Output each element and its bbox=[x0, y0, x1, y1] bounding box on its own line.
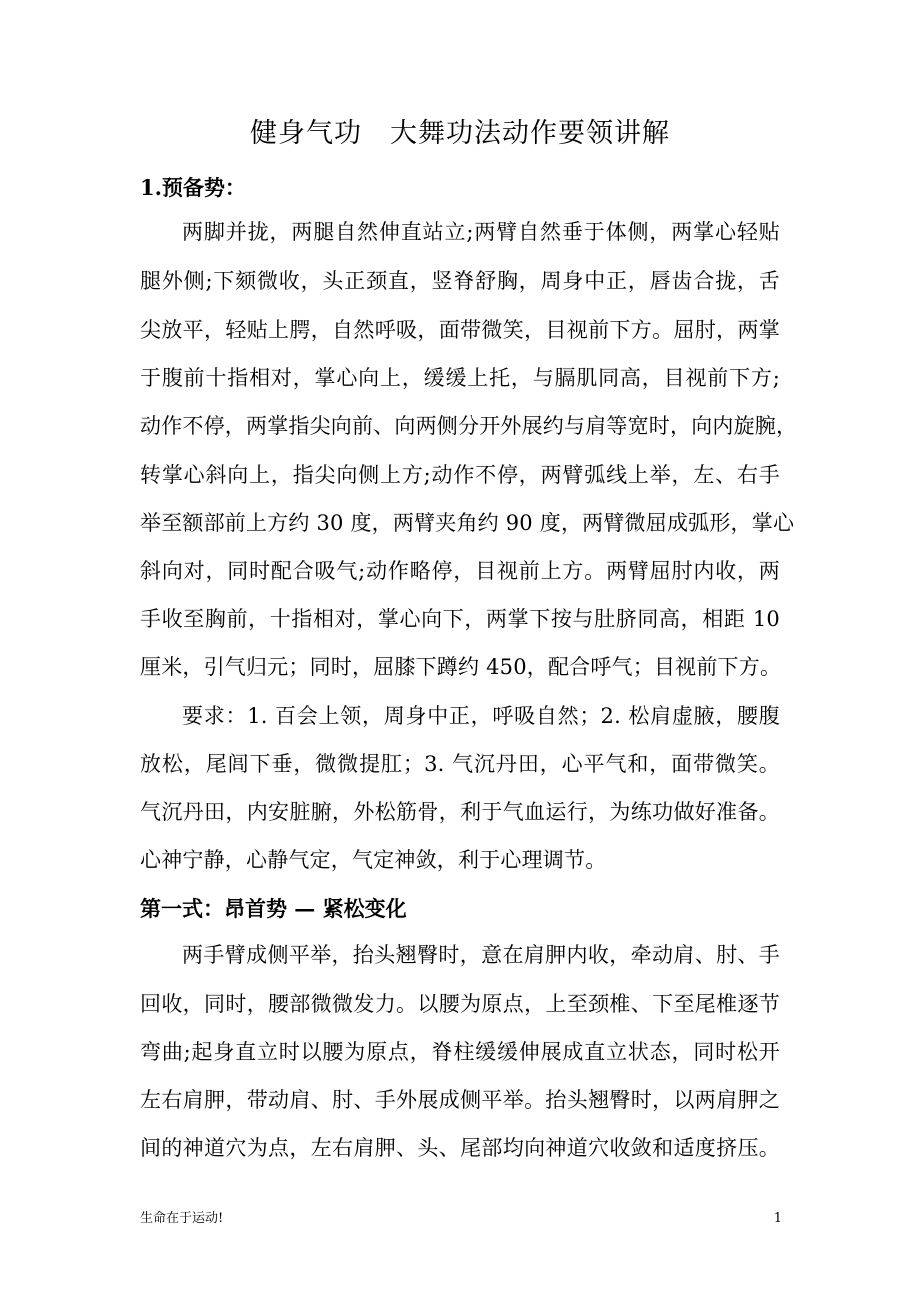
paragraph-line: 两脚并拢，两腿自然伸直站立;两臂自然垂于体侧，两掌心轻贴 bbox=[182, 220, 780, 244]
paragraph-line: 左右肩胛，带动肩、肘、手外展成侧平举。抬头翘臀时，以两肩胛之 bbox=[140, 1088, 780, 1112]
paragraph-line: 要求：1. 百会上领，周身中正，呼吸自然；2. 松肩虚腋，腰腹 bbox=[182, 704, 780, 728]
paragraph-line: 厘米，引气归元；同时，屈膝下蹲约 450，配合呼气；目视前下方。 bbox=[140, 655, 782, 679]
paragraph-line: 气沉丹田，内安脏腑，外松筋骨，利于气血运行，为练功做好准备。 bbox=[140, 800, 780, 824]
section-heading: 1.预备势： bbox=[140, 175, 246, 200]
paragraph-line: 腿外侧;下颏微收，头正颈直，竖脊舒胸，周身中正，唇齿合拢，舌 bbox=[140, 269, 780, 293]
footer-slogan: 生命在于运动! bbox=[140, 1211, 224, 1226]
paragraph-line: 放松，尾闾下垂，微微提肛；3. 气沉丹田，心平气和，面带微笑。 bbox=[140, 752, 780, 776]
paragraph-line: 回收，同时，腰部微微发力。以腰为原点，上至颈椎、下至尾椎逐节 bbox=[140, 992, 780, 1016]
paragraph-line: 于腹前十指相对，掌心向上，缓缓上托，与膈肌同高，目视前下方; bbox=[140, 366, 780, 390]
document-title: 健身气功 大舞功法动作要领讲解 bbox=[250, 118, 670, 149]
paragraph-line: 间的神道穴为点，左右肩胛、头、尾部均向神道穴收敛和适度挤压。 bbox=[140, 1136, 780, 1160]
paragraph-line: 斜向对，同时配合吸气;动作略停，目视前上方。两臂屈肘内收，两 bbox=[140, 559, 780, 583]
paragraph-line: 举至额部前上方约 30 度，两臂夹角约 90 度，两臂微屈成弧形，掌心 bbox=[140, 511, 795, 535]
paragraph-line: 转掌心斜向上，指尖向侧上方;动作不停，两臂弧线上举，左、右手 bbox=[140, 463, 780, 487]
paragraph-line: 手收至胸前，十指相对，掌心向下，两掌下按与肚脐同高，相距 10 bbox=[140, 607, 780, 631]
paragraph-line: 尖放平，轻贴上腭，自然呼吸，面带微笑，目视前下方。屈肘，两掌 bbox=[140, 318, 780, 342]
paragraph-line: 心神宁静，心静气定，气定神敛，利于心理调节。 bbox=[140, 848, 607, 872]
paragraph-line: 两手臂成侧平举，抬头翘臀时，意在肩胛内收，牵动肩、肘、手 bbox=[182, 943, 780, 967]
section-heading: 第一式：昂首势 — 紧松变化 bbox=[140, 896, 407, 921]
page-number: 1 bbox=[773, 1211, 782, 1226]
paragraph-line: 弯曲;起身直立时以腰为原点，脊柱缓缓伸展成直立状态，同时松开 bbox=[140, 1040, 780, 1064]
paragraph-line: 动作不停，两掌指尖向前、向两侧分开外展约与肩等宽时，向内旋腕， bbox=[140, 414, 798, 438]
